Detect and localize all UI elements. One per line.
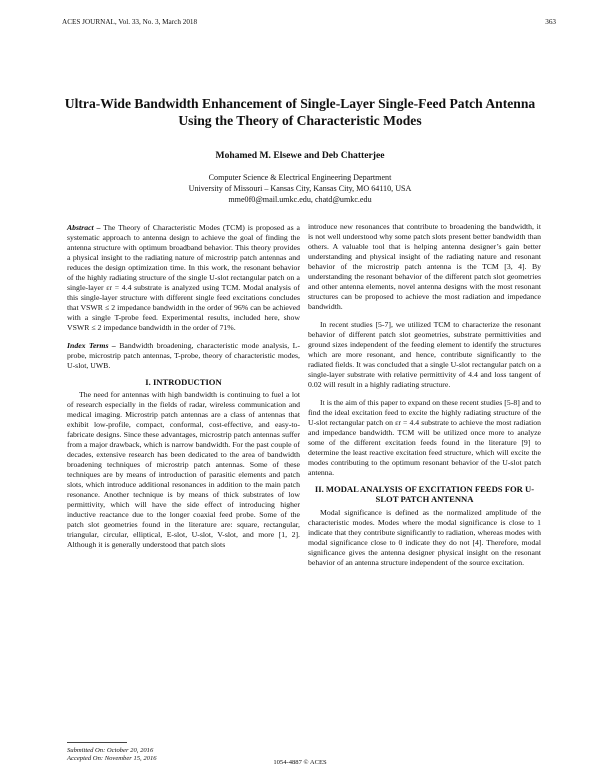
- intro-paragraph-2: In recent studies [5-7], we utilized TCM to characterize the resonant behavior of different patch slot geometries, substrate permittivities and ground sizes independent of the feeding element to identify the structures which are more resonant, and hence, contribute significantly to the radiated fields. It was concluded that a single U-slot rectangular patch on a single-layer substrate with relative permittivity of 4.4 and loss tangent of 0.02 will result in a highly radiating structure.: [308, 319, 541, 389]
- section-heading-modal-analysis: II. MODAL ANALYSIS OF EXCITATION FEEDS FOR U-SLOT PATCH ANTENNA: [314, 483, 535, 505]
- footnote-divider: [67, 742, 127, 743]
- affiliation-department: Computer Science & Electrical Engineering Department: [208, 173, 392, 182]
- submitted-date: Submitted On: October 20, 2016: [67, 747, 154, 754]
- section-heading-introduction: I. INTRODUCTION: [145, 376, 222, 387]
- modal-analysis-paragraph-1: Modal significance is defined as the normalized amplitude of the characteristic modes. Modes where the modal significance is close to 1 indicate that they contribute significantly to radiation, whereas modes with modal significance close to 0 indicate they do not [4]. Therefore, modal significance gives the antenna designer physical insight on the resonant behavior of an antenna structure independent of the source excitation.: [308, 507, 541, 567]
- paper-title: Ultra-Wide Bandwidth Enhancement of Single-Layer Single-Feed Patch Antenna Using the Theory of Characteristic Modes: [64, 96, 536, 128]
- abstract-label: Abstract –: [67, 223, 101, 232]
- running-header-journal: ACES JOURNAL, Vol. 33, No. 3, March 2018: [62, 18, 198, 26]
- index-terms-label: Index Terms –: [67, 340, 116, 350]
- accepted-date: Accepted On: November 15, 2016: [67, 755, 157, 763]
- intro-paragraph-3: It is the aim of this paper to expand on these recent studies [5-8] and to find the ideal excitation feed to excite the highly radiating structure of the U-slot rectangular patch on εr = 4.4 substrate to achieve the most radiation and impedance bandwidth. TCM will be utilized once more to analyze some of the different excitation feeds found in the literature [9] to determine the least reactive excitation feed structure, which will excite the modes contributing to the optimum resonant behavior of the U-slot patch antenna.: [308, 397, 541, 477]
- running-header-page-number: 363: [545, 18, 556, 26]
- intro-paragraph-1-continued: introduce new resonances that contribute to broadening the bandwidth, it is not well understood why some patch slots present better bandwidth than others. A valuable tool that is helping antenna designer’s gain better understanding and physical insight of the radiating nature and resonant behavior of the microstrip patch antenna is the TCM [3, 4]. By understanding the resonant behavior of the different patch slot geometries and other antenna elements, novel antenna designs with the most resonant structures can be proposed to achieve the most radiation and impedance bandwidth.: [308, 222, 541, 311]
- affiliation-university: University of Missouri – Kansas City, Kansas City, MO 64110, USA: [188, 184, 412, 193]
- intro-paragraph-1: The need for antennas with high bandwidth is continuing to fuel a lot of research especially in the fields of radar, wireless communication and medical imaging. Microstrip patch antennas are a class of antennas that exhibit low-profile, compact, conformal, cost-effective, and easy-to-fabricate designs. Since these advantages, microstrip patch antennas suffer from a major drawback, which is narrow bandwidth. For the past couple of decades, extensive research has been dedicated to the area of bandwidth broadening techniques of microstrip patch antennas. Some of these techniques are by means of introduction of parasitic elements and patch slots, which introduce additional resonances in addition to the main patch resonance. Another technique is by means of thick substrates of low permittivity, which will have the side effect of introducing higher inductive reactance due to the longer coaxial feed probe. Some of the patch slot geometries found in the literature are: square, rectangular, triangular, circular, elliptical, E-slot, U-slot, V-slot, and more [1, 2]. Although it is generally understood that patch slots: [67, 390, 300, 550]
- affiliation-block: [60, 172, 540, 205]
- abstract-text: The Theory of Characteristic Modes (TCM) is proposed as a systematic approach to antenna design to achieve the goal of finding the antenna structure with optimum broadband behavior. This theory provides a physical insight to the radiating nature of microstrip patch antennas and reduces the design optimization time. In this work, the resonant behavior of the highly radiating structure of the single U-slot rectangular patch on a single-layer εr = 4.4 substrate is analyzed using TCM. Modal analysis of this single-layer structure with different single feed excitations concludes that VSWR ≤ 2 impedance bandwidth in the order of 96% can be achieved with a single T-probe feed. Experimental results, included here, show VSWR ≤ 2 impedance bandwidth in the order of 71%.: [67, 223, 301, 332]
- abstract: [67, 223, 300, 333]
- index-terms-text: Bandwidth broadening, characteristic mode analysis, L-probe, microstrip patch antennas, T-probe, theory of characteristic modes, U-slot, UWB.: [67, 340, 300, 370]
- paper-authors: Mohamed M. Elsewe and Deb Chatterjee: [215, 150, 385, 161]
- left-column: [67, 223, 300, 550]
- issn-footer: 1054-4887 © ACES: [273, 759, 327, 766]
- affiliation-emails: mme0f0@mail.umkc.edu, chatd@umkc.edu: [228, 195, 372, 204]
- right-column: [308, 222, 541, 568]
- index-terms: [67, 341, 300, 371]
